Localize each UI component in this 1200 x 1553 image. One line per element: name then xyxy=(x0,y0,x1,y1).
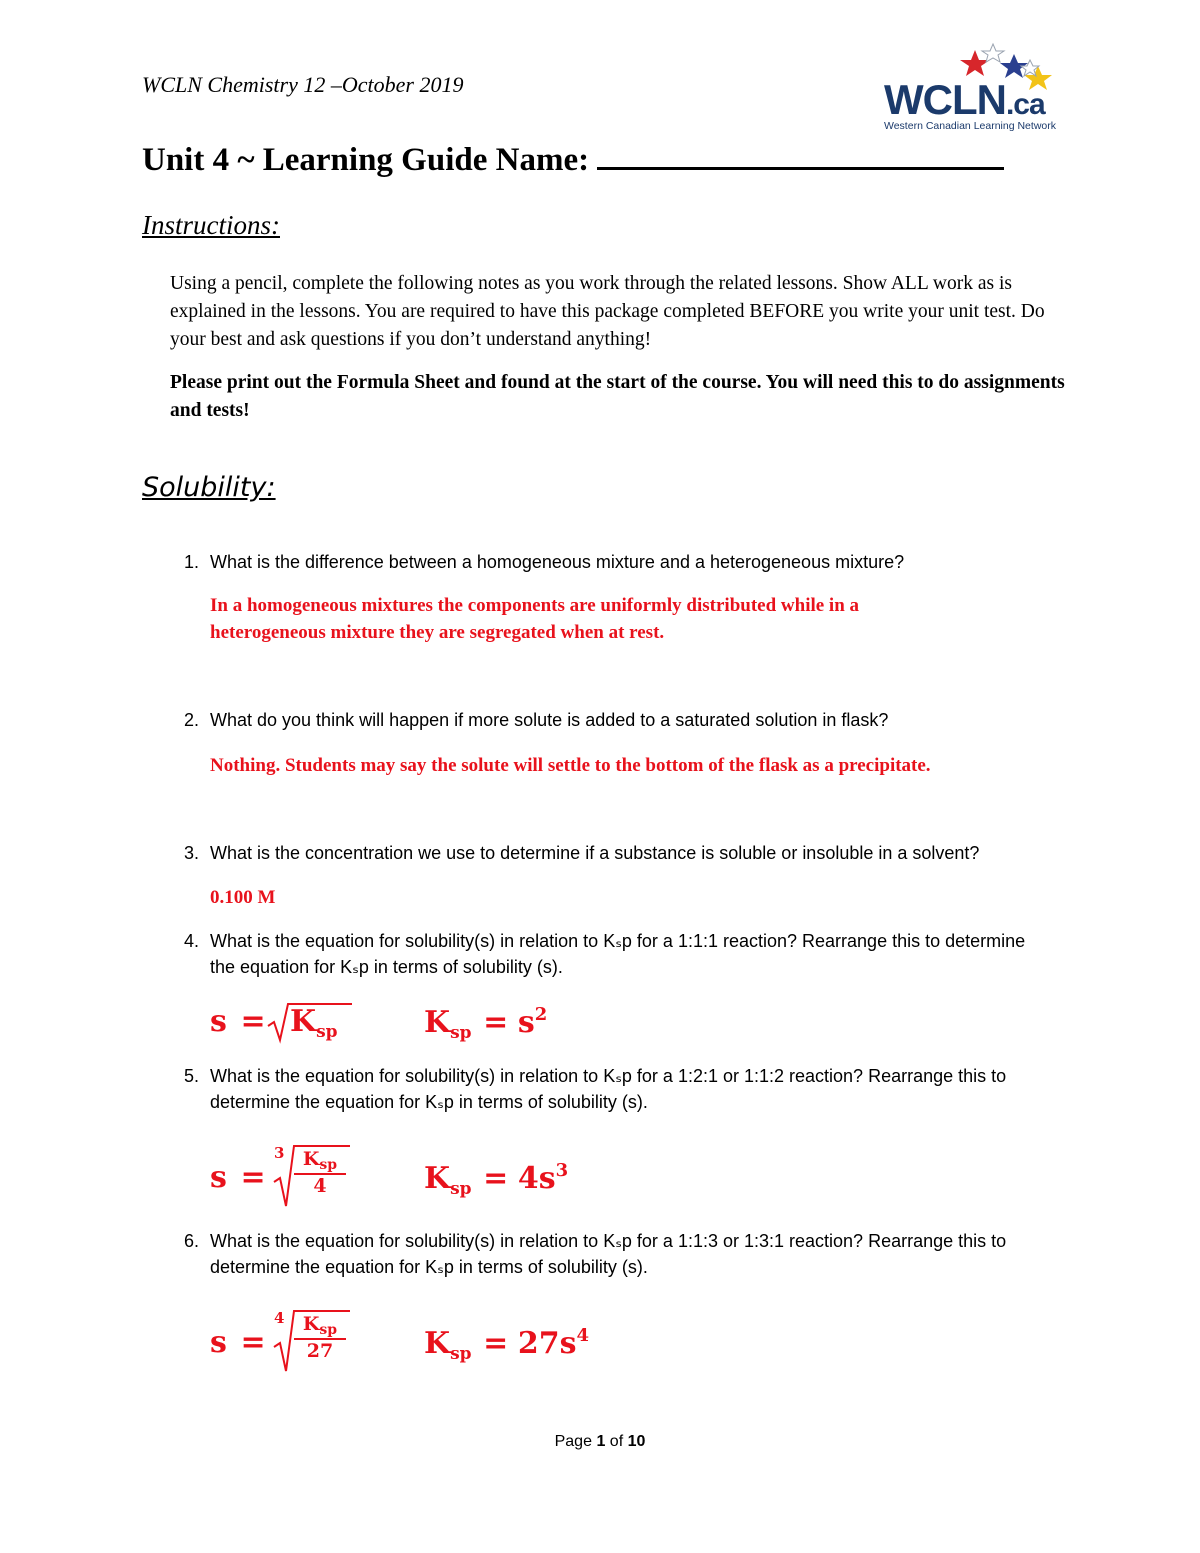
eq-equals: = xyxy=(240,1160,266,1195)
eq-sp: sp xyxy=(319,1322,338,1338)
question-5 xyxy=(184,1063,1044,1115)
fraction-ksp-over-27 xyxy=(294,1313,346,1362)
eq-K: K xyxy=(302,1313,320,1335)
eq-rhs: s xyxy=(517,1005,535,1040)
equation-ksp-27s4 xyxy=(424,1325,589,1364)
question-number: 3. xyxy=(184,843,200,863)
eq-exponent: 2 xyxy=(534,1004,548,1025)
question-text: What is the equation for solubility(s) in relation to Kₛp for a 1:2:1 or 1:1:2 reaction? Rearrange this to determine the equation for Kₛp in terms of solubility (s). xyxy=(210,1066,1007,1112)
eq-ksp-radicand xyxy=(290,1004,338,1042)
instructions-note: Please print out the Formula Sheet and found at the start of the course. You will need this to do assignments and tests! xyxy=(170,372,1065,421)
eq-sp: sp xyxy=(450,1179,472,1199)
eq-K: K xyxy=(290,1004,317,1039)
solubility-heading: Solubility: xyxy=(142,472,276,503)
instructions-heading: Instructions: xyxy=(142,210,280,240)
answer-1: In a homogeneous mixtures the components are uniformly distributed while in a heterogeneous mixture they are segregated when at rest. xyxy=(210,595,860,643)
equation-ksp-s2 xyxy=(424,1004,547,1043)
page-title xyxy=(142,142,1004,179)
question-number: 2. xyxy=(184,710,200,730)
eq-K: K xyxy=(302,1148,320,1170)
question-1 xyxy=(184,549,1064,575)
eq-sp: sp xyxy=(450,1344,472,1364)
instructions-paragraph: Using a pencil, complete the following notes as you work through the related lessons. Show ALL work as is explained in the lessons. You are required to have this package completed BEFORE you write your unit test. Do your best and ask questions if you don’t understand anything! xyxy=(170,273,1045,350)
answer-3: 0.100 M xyxy=(210,887,276,908)
equation-ksp-4s3 xyxy=(424,1160,568,1199)
question-text: What is the equation for solubility(s) in relation to Kₛp for a 1:1:1 reaction? Rearrange this to determine the equation for Kₛp in terms of solubility (s). xyxy=(210,931,1026,977)
eq-equals: = xyxy=(483,1005,509,1040)
question-text: What do you think will happen if more solute is added to a saturated solution in flask? xyxy=(210,710,889,730)
logo-subtitle: Western Canadian Learning Network xyxy=(884,120,1056,132)
logo-suffix-text: .ca xyxy=(1005,88,1045,121)
eq-equals: = xyxy=(483,1326,509,1361)
footer-page-label: Page xyxy=(554,1433,592,1450)
footer-page-number: 1 xyxy=(596,1433,606,1450)
question-2 xyxy=(184,707,1064,733)
fraction-numerator xyxy=(294,1313,346,1340)
root-index: 3 xyxy=(274,1144,285,1162)
eq-equals: = xyxy=(240,1325,266,1360)
question-6 xyxy=(184,1228,1044,1280)
eq-K: K xyxy=(424,1326,451,1361)
eq-sp: sp xyxy=(319,1157,338,1173)
answer-2: Nothing. Students may say the solute will settle to the bottom of the flask as a precipitate. xyxy=(210,755,931,776)
question-text: What is the concentration we use to determine if a substance is soluble or insoluble in a solvent? xyxy=(210,843,980,863)
eq-K: K xyxy=(424,1161,451,1196)
eq-sp: sp xyxy=(316,1022,338,1042)
eq-s: s xyxy=(210,1160,227,1195)
eq-exponent: 4 xyxy=(576,1325,590,1346)
eq-rhs: 4s xyxy=(517,1161,556,1196)
wcln-logo xyxy=(880,40,1070,140)
question-3 xyxy=(184,840,1064,866)
fraction-denominator: 4 xyxy=(313,1175,327,1197)
footer-page-total: 10 xyxy=(627,1433,646,1450)
eq-rhs: 27s xyxy=(517,1326,577,1361)
question-number: 1. xyxy=(184,552,200,572)
root-index: 4 xyxy=(274,1309,285,1327)
page-title-text: Unit 4 ~ Learning Guide Name: xyxy=(142,142,590,178)
question-number: 4. xyxy=(184,931,200,951)
logo-wordmark xyxy=(884,76,1045,124)
fraction-numerator xyxy=(294,1148,346,1175)
equation-s-cuberoot xyxy=(210,1160,266,1195)
question-number: 6. xyxy=(184,1231,200,1251)
logo-main-text: WCLN xyxy=(884,76,1006,123)
eq-equals: = xyxy=(483,1161,509,1196)
name-blank-line xyxy=(597,143,1004,170)
fraction-ksp-over-4 xyxy=(294,1148,346,1197)
fraction-denominator: 27 xyxy=(306,1340,334,1362)
page-footer xyxy=(0,1433,1200,1451)
course-header: WCLN Chemistry 12 –October 2019 xyxy=(142,72,464,97)
equation-s-fourthroot xyxy=(210,1325,266,1360)
eq-K: K xyxy=(424,1005,451,1040)
question-4 xyxy=(184,928,1044,980)
equation-s-sqrt-ksp xyxy=(210,1004,266,1039)
eq-sp: sp xyxy=(450,1023,472,1043)
eq-s: s xyxy=(210,1004,227,1039)
eq-exponent: 3 xyxy=(555,1160,569,1181)
question-text: What is the difference between a homogeneous mixture and a heterogeneous mixture? xyxy=(210,552,905,572)
footer-of: of xyxy=(609,1433,624,1450)
eq-equals: = xyxy=(240,1004,266,1039)
question-number: 5. xyxy=(184,1066,200,1086)
question-text: What is the equation for solubility(s) in relation to Kₛp for a 1:1:3 or 1:3:1 reaction? Rearrange this to determine the equation for Kₛp in terms of solubility (s). xyxy=(210,1231,1007,1277)
eq-s: s xyxy=(210,1325,227,1360)
